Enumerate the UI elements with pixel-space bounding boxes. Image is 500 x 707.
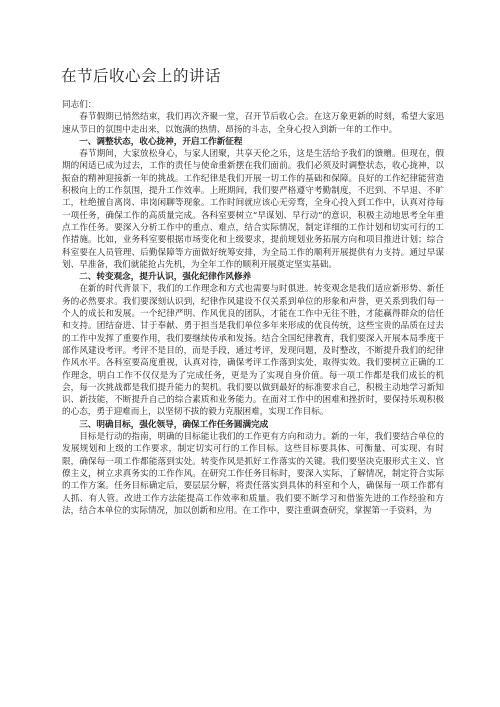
paragraph: 目标是行动的指南，明确的目标能让我们的工作更有方向和动力。新的一年，我们要结合单位的发展规划和上级的工作要求，制定切实可行的工作目标。这些目标要具体、可衡量、可实现、有时限，确保每一项工作都能落到实处。转变作风是抓好工作落实的关键。我们要坚决克服形式主义、官僚主义，树立求真务实的工作作风。在研究工作任务目标时，要深入实际，了解情况，制定符合实际的工作方案。任务目标确定后，要层层分解，将责任落实到具体的科室和个人，确保每一项工作都有人抓、有人管。改进工作方法能提高工作效率和质量。我们要不断学习和借鉴先进的工作经验和方法，结合本单位的实际情况，加以创新和应用。在工作中，要注重调查研究，掌握第一手资料，为: [62, 432, 444, 516]
paragraph: 在新的时代背景下，我们的工作理念和方式也需要与时俱进。转变观念是我们适应新形势、新任务的必然要求。我们要深刻认识到，纪律作风建设不仅关系到单位的形象和声誉，更关系到我们每一个人的成长和发展。一个纪律严明、作风优良的团队，才能在工作中无往不胜，才能赢得群众的信任和支持。团结奋进、甘于奉献、勇于担当是我们单位多年来形成的优良传统，这些宝贵的品质在过去的工作中发挥了重要作用，我们要继续传承和发扬。结合全国纪律教育，我们要深入开展本局季度干部作风建设考评。考评不是目的，而是手段，通过考评，发现问题，及时整改，不断提升我们的纪律作风水平。各科室要高度重视，认真对待，确保考评工作落到实处，取得实效。我们要树立正确的工作理念，明白工作不仅仅是为了完成任务，更是为了实现自身价值。每一项工作都是我们成长的机会，每一次挑战都是我们提升能力的契机。我们要以做到最好的标准要求自己，积极主动地学习新知识、新技能，不断提升自己的综合素质和业务能力。在面对工作中的困难和挫折时，要保持乐观积极的心态，勇于迎难而上，以坚韧不拔的毅力克服困难，实现工作目标。: [62, 284, 444, 418]
section-heading: 二、转变观念，提升认识，强化纪律作风修养: [79, 272, 252, 283]
paragraph: 春节期间，大家放松身心，与家人团聚，共享天伦之乐，这是生活给予我们的馈赠。但现在，假期的闲适已成为过去，工作的责任与使命重新摆在我们面前。我们必须及时调整状态，收心拢神，以振奋的精神迎接新一年的挑战。工作纪律是我们开展一切工作的基础和保障。良好的工作纪律能营造积极向上的工作氛围，提升工作效率。上班期间，我们要严格遵守考勤制度，不迟到、不早退、不旷工，杜绝擅自离岗、串岗闲聊等现象。工作时间就应该心无旁骛，全身心投入到工作中，认真对待每一项任务，确保工作的高质量完成。各科室要树立“早谋划、早行动”的意识，积极主动地思考全年重点工作任务。要深入分析工作中的重点、难点，结合实际情况，制定详细的工作计划和切实可行的工作措施。比如，业务科室要根据市场变化和上级要求，提前规划业务拓展方向和项目推进计划；综合科室要在人员管理、后勤保障等方面做好统筹安排，为全局工作的顺利开展提供有力支持。通过早谋划、早准备，我们就能抢占先机，为全年工作的顺利开展奠定坚实基础。: [62, 149, 444, 270]
section-heading: 三、明确目标，强化领导，确保工作任务圆满完成: [79, 419, 269, 430]
document-body: [62, 99, 444, 517]
document-title: 在节后收心会上的讲话: [61, 67, 222, 85]
section-heading: 一、调整状态，收心拢神，开启工作新征程: [79, 136, 243, 147]
paragraph: 春节假期已悄然结束，我们再次齐聚一堂，召开节后收心会。在这万象更新的时刻，希望大家迅速从节日的氛围中走出来，以饱满的热情、昂扬的斗志，全身心投入到新一年的工作中。: [62, 112, 444, 135]
greeting: 同志们：: [62, 100, 97, 110]
